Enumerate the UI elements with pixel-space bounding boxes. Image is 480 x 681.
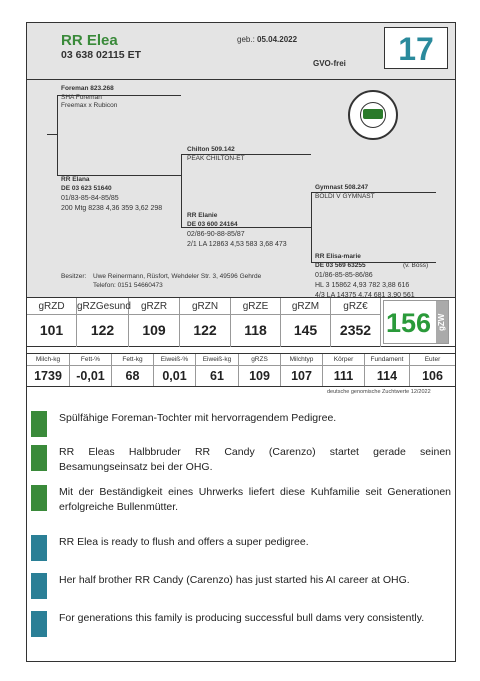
genomic-cell: [129, 298, 180, 347]
genomic-cell: [27, 298, 77, 347]
owner-phone: Telefon: 0151 54660473: [93, 281, 163, 289]
milk-value: 107: [291, 369, 312, 383]
lot-number: 17: [384, 27, 448, 69]
green-marker: [31, 485, 47, 511]
milk-cell: [281, 354, 323, 386]
milk-cell: [112, 354, 154, 386]
father-line1: SHA Foreman: [61, 93, 102, 101]
milk-cell: [365, 354, 410, 386]
milk-label: Fundament: [365, 354, 409, 366]
mm-name: RR Elanie: [187, 212, 218, 219]
text-body: RR Elea is ready to flush and offers a super pedigree.: [59, 536, 309, 548]
mm-id: DE 03 600 24164: [187, 220, 238, 228]
milk-label: Körper: [323, 354, 364, 366]
header: [27, 23, 455, 80]
mmm-records: [315, 271, 415, 301]
mmm-line2: HL 3 15862 4,93 782 3,88 616: [315, 282, 410, 289]
mmm-extra: (v. Boss): [403, 262, 429, 269]
mmm-id: DE 03 569 63255: [315, 261, 366, 269]
genomic-label: gRZE: [231, 298, 280, 315]
genomic-value: 118: [244, 322, 267, 338]
animal-name: RR Elea: [61, 32, 118, 49]
milk-cell: [323, 354, 365, 386]
milk-label: Eiweiß-kg: [196, 354, 238, 366]
genomic-value: 101: [39, 322, 64, 338]
maternal-grandsire: [187, 146, 245, 163]
mother-records: [61, 194, 162, 214]
mother-id: DE 03 623 51640: [61, 184, 112, 192]
milk-cell: [239, 354, 281, 386]
text-body: Her half brother RR Candy (Carenzo) has just started his AI career at OHG.: [59, 574, 410, 586]
milk-table: [27, 353, 455, 387]
milk-cell: [70, 354, 112, 386]
text-body: Spülfähige Foreman-Tochter mit hervorragendem Pedigree.: [59, 412, 337, 424]
text-body: RR Eleas Halbbruder RR Candy (Carenzo) startet gerade seinen Besamungseinsatz bei der OHG.: [59, 446, 451, 473]
milk-value: -0,01: [76, 369, 105, 383]
gzw-box: [383, 300, 449, 344]
genomic-label: gRZGesund: [77, 298, 128, 315]
milk-label: Eiweiß-%: [154, 354, 195, 366]
mm-sire: [315, 184, 375, 201]
mmm-name: RR Elisa-marie: [315, 253, 361, 260]
genomic-label: gRZ€: [331, 298, 380, 315]
blue-marker: [31, 611, 47, 637]
owner-address: Uwe Reinermann, Rüsfort, Wehdeler Str. 3, 49596 Gehrde: [93, 273, 262, 280]
blue-marker: [31, 573, 47, 599]
green-marker: [31, 411, 47, 437]
blue-marker: [31, 535, 47, 561]
milk-value: 111: [333, 369, 354, 383]
genomic-value: 122: [90, 322, 115, 338]
maternal-granddam: [187, 212, 238, 229]
genomic-value: 122: [193, 322, 217, 338]
mmf-line1: BOLDI V GYMNAST: [315, 192, 375, 200]
text-body: For generations this family is producing successful bull dams very consistently.: [59, 612, 425, 624]
green-marker: [31, 445, 47, 471]
mmf-name: Gymnast 508.247: [315, 184, 369, 191]
mm-records: [187, 230, 287, 250]
father-line2: Freemax x Rubicon: [61, 102, 118, 109]
mother: [61, 176, 112, 193]
genomic-cell: [331, 298, 381, 347]
owner-label: Besitzer:: [61, 273, 87, 280]
genomic-label: gRZR: [129, 298, 179, 315]
milk-value: 61: [210, 369, 224, 383]
gzw-value: 156: [386, 308, 432, 338]
mother-name: RR Elana: [61, 176, 90, 183]
milk-value: 106: [422, 369, 443, 383]
pedigree: [27, 80, 455, 298]
milk-label: Euter: [410, 354, 455, 366]
gvo-label: GVO-frei: [313, 59, 346, 68]
genomic-value: 145: [293, 322, 318, 338]
genomic-cell: [180, 298, 231, 347]
genomic-label: gRZN: [180, 298, 230, 315]
genomic-table: [27, 298, 455, 347]
genomic-label: gRZM: [281, 298, 330, 315]
mother-line2: 200 Mtg 8238 4,36 359 3,62 298: [61, 205, 163, 212]
genomic-value: 2352: [339, 322, 372, 338]
genomic-cell: [231, 298, 281, 347]
mmm-line1: 01/86-85-85-86/86: [315, 272, 373, 279]
genomic-value: 109: [142, 322, 166, 338]
genomic-label: gRZD: [27, 298, 76, 315]
mother-line1: 01/83-85-84-85/85: [61, 195, 119, 202]
milk-cell: [27, 354, 70, 386]
birth-date: [237, 35, 297, 44]
milk-value: 109: [249, 369, 270, 383]
milk-label: Fett-%: [70, 354, 111, 366]
genomic-cell: [281, 298, 331, 347]
born-value: 05.04.2022: [257, 35, 298, 44]
mm-dam: [315, 253, 366, 270]
milk-value: 0,01: [162, 369, 187, 383]
father: [61, 85, 117, 111]
owner: [93, 273, 261, 290]
milk-label: Milchtyp: [281, 354, 322, 366]
milk-value: 114: [376, 369, 398, 383]
animal-id: 03 638 02115 ET: [61, 49, 141, 61]
mm-line1: 02/86-90-88-85/87: [187, 231, 245, 238]
mm-line2: 2/1 LA 12863 4,53 583 3,68 473: [187, 241, 287, 248]
breeding-values-note: deutsche genomische Zuchtwerte 12/2022: [327, 389, 431, 395]
mmm-line3: 4/3 LA 14375 4,74 681 3,90 561: [315, 292, 415, 299]
milk-label: Milch-kg: [27, 354, 69, 366]
milk-cell: [196, 354, 239, 386]
born-label: geb.:: [237, 35, 255, 44]
milk-label: Fett-kg: [112, 354, 153, 366]
sale-card: [26, 22, 456, 662]
milk-value: 68: [125, 369, 140, 383]
text-body: Mit der Beständigkeit eines Uhrwerks liefert diese Kuhfamilie seit Generationen erfolgreiche Bullenmütter.: [59, 486, 451, 513]
milk-cell: [154, 354, 196, 386]
father-name: Foreman 823.268: [61, 85, 114, 92]
mf-name: Chilton 509.142: [187, 146, 235, 153]
mf-line1: PEAK CHILTON-ET: [187, 154, 245, 162]
milk-label: gRZS: [239, 354, 280, 366]
genomic-cell: [77, 298, 129, 347]
milk-cell: [410, 354, 455, 386]
milk-value: 1739: [34, 369, 62, 383]
gzw-label: gZW: [436, 301, 448, 343]
certification-seal-icon: [348, 90, 398, 140]
